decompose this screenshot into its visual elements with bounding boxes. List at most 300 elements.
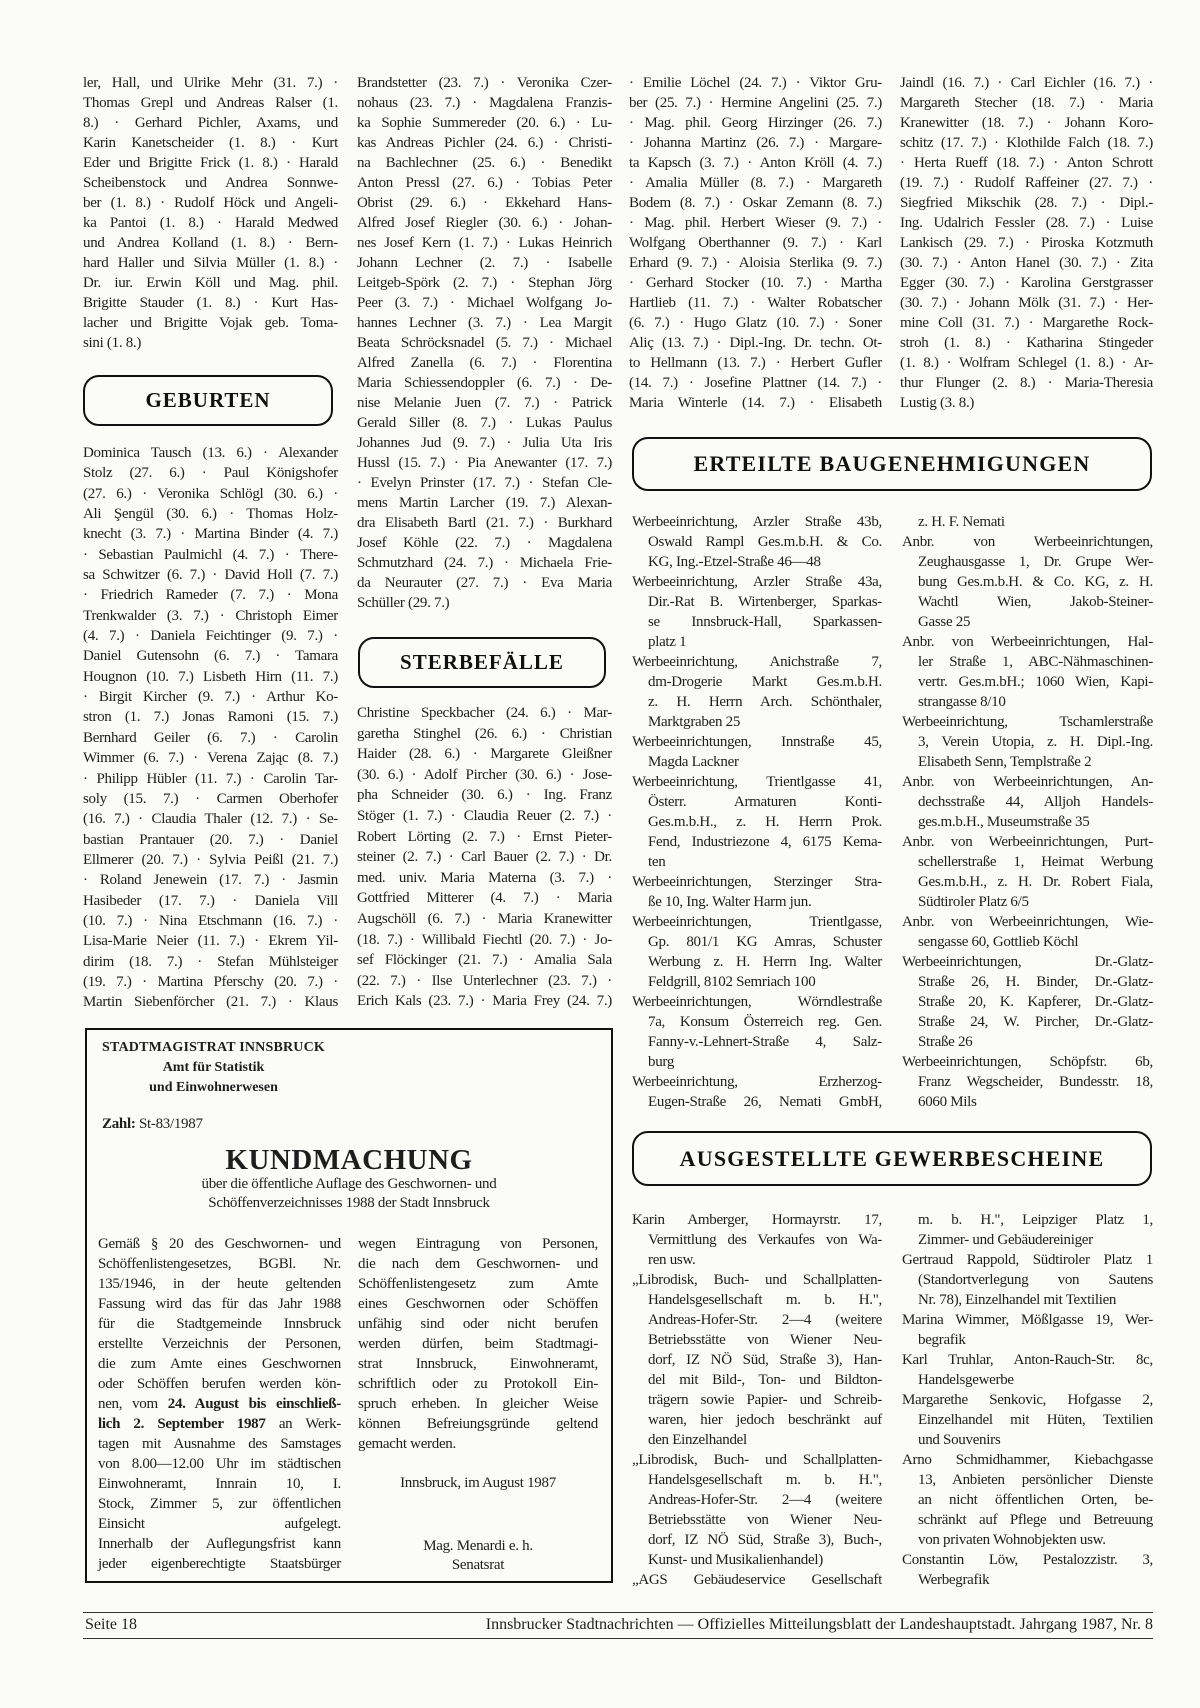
text-line: Alfred Josef Riegler (30. 6.) · Johan- bbox=[357, 215, 612, 231]
text-line: Erich Kals (23. 7.) · Maria Frey (24. 7.) bbox=[357, 993, 612, 1010]
text-line: Schüller (29. 7.) bbox=[357, 595, 450, 611]
text-line: Franz Wegscheider, Bundesstr. 18, bbox=[918, 1074, 1153, 1090]
text-line: Feldgrill, 8102 Semriach 100 bbox=[648, 974, 816, 990]
text-line: oder Schöffen berufen werden kön- bbox=[98, 1376, 341, 1392]
text-line: nise Melanie Juen (7. 7.) · Patrick bbox=[357, 395, 612, 411]
text-line: Wachtl Wien, Jakob-Steiner- bbox=[918, 594, 1153, 610]
text-line: Brigitte Stauder (1. 8.) · Kurt Has- bbox=[83, 295, 338, 311]
list-entry bbox=[632, 1450, 882, 1570]
text-line: und Souvenirs bbox=[918, 1432, 1001, 1448]
list-entry bbox=[902, 1550, 1153, 1590]
text-line: Werbeeinrichtung, Trientlgasse 41, bbox=[632, 774, 882, 790]
text-line: Andreas-Hofer-Str. 2—4 (weitere bbox=[648, 1312, 882, 1328]
list-entry bbox=[902, 632, 1153, 712]
text-line: Wimmer (6. 7.) · Verena Zając (8. 7.) bbox=[83, 750, 338, 767]
text-line: Siegfried Mikschik (28. 7.) · Dipl.- bbox=[900, 195, 1153, 211]
text-line: Anton Pressl (27. 6.) · Tobias Peter bbox=[357, 175, 612, 191]
text-line: Daniel Gutensohn (6. 7.) · Tamara bbox=[83, 648, 338, 665]
text-line: Stolz (27. 6.) · Paul Königshofer bbox=[83, 465, 338, 482]
text-line: Karl Truhlar, Anton-Rauch-Str. 8c, bbox=[902, 1352, 1153, 1368]
deaths-list-column-4 bbox=[900, 73, 1153, 413]
text-line: sef Flöckinger (21. 7.) · Amalia Sala bbox=[357, 952, 612, 969]
text-line: z. H. F. Nemati bbox=[918, 514, 1005, 530]
text-line: burg bbox=[648, 1054, 675, 1070]
text-line: · Roland Jenewein (17. 7.) · Jasmin bbox=[83, 872, 338, 889]
text-line: Margarethe Senkovic, Hofgasse 2, bbox=[902, 1392, 1153, 1408]
list-entry bbox=[632, 1210, 882, 1270]
text-line: (19. 7.) · Rudolf Raffeiner (27. 7.) · bbox=[900, 175, 1153, 191]
text-line: Ing. Udalrich Fessler (28. 7.) · Luise bbox=[900, 215, 1153, 231]
section-heading-deaths bbox=[358, 637, 606, 688]
text-line bbox=[98, 1394, 341, 1414]
text-line: hard Haller und Silvia Müller (1. 8.) · bbox=[83, 255, 338, 271]
text-line: · Herta Rueff (18. 7.) · Anton Schrott bbox=[900, 155, 1153, 171]
text-line: (4. 7.) · Daniela Feichtinger (9. 7.) · bbox=[83, 628, 338, 645]
text-line: Einzelhandel mit Hüten, Textilien bbox=[918, 1412, 1153, 1428]
text-line: steiner (2. 7.) · Carl Bauer (2. 7.) · Dr. bbox=[357, 849, 612, 866]
text-line: z. H. Herrn Arch. Schönthaler, bbox=[648, 694, 882, 710]
text-line: begrafik bbox=[918, 1332, 966, 1348]
text-line: Anbr. von Werbeeinrichtungen, Purt- bbox=[902, 834, 1153, 850]
text-line: (30. 6.) · Adolf Pircher (30. 6.) · Jose- bbox=[357, 766, 612, 783]
text-line: Vermittlung des Verkaufes von Wa- bbox=[648, 1232, 882, 1248]
text-line: Hussl (15. 7.) · Pia Anewanter (17. 7.) bbox=[357, 455, 612, 471]
text-line: Schöffenlistengesetz zum Amte bbox=[358, 1276, 598, 1292]
list-entry bbox=[902, 772, 1153, 832]
text-line: Werbeeinrichtung, Anichstraße 7, bbox=[632, 654, 882, 670]
list-entry bbox=[902, 1310, 1153, 1350]
text-line: nes Josef Kern (1. 7.) · Lukas Heinrich bbox=[357, 235, 612, 251]
text-line: Gemäß § 20 des Geschwornen- und bbox=[98, 1236, 341, 1252]
text-line: Johann Lechner (2. 7.) · Isabelle bbox=[357, 255, 612, 271]
text-line: Haider (28. 6.) · Margarete Gleißner bbox=[357, 746, 612, 763]
text-line: · Gerhard Stocker (10. 7.) · Martha bbox=[629, 275, 882, 291]
text-line: Karin Amberger, Hormayrstr. 17, bbox=[632, 1212, 882, 1228]
text-line: to Hellmann (13. 7.) · Herbert Gufler bbox=[629, 355, 882, 371]
text-line: Eugen-Straße 26, Nemati GmbH, bbox=[648, 1094, 882, 1110]
text-line: soly (15. 7.) · Carmen Oberhofer bbox=[83, 790, 338, 807]
list-entry bbox=[632, 512, 882, 572]
text-line: ber (25. 7.) · Hermine Angelini (25. 7.) bbox=[629, 95, 882, 111]
text-line: 13, Anbieten persönlicher Dienste bbox=[918, 1472, 1153, 1488]
text-line: schriftlich oder zu Protokoll Ein- bbox=[358, 1376, 598, 1392]
text-line: (Standortverlegung von Sautens bbox=[918, 1272, 1153, 1288]
text-line: (22. 7.) · Ilse Unterlechner (23. 7.) · bbox=[357, 972, 612, 989]
text-line: · Friedrich Rameder (7. 7.) · Mona bbox=[83, 587, 338, 604]
text-line: Werbeeinrichtungen, Trientlgasse, bbox=[632, 914, 882, 930]
notice-number-label: Zahl: bbox=[102, 1116, 136, 1132]
text-line: Südtiroler Platz 6/5 bbox=[918, 894, 1029, 910]
text-line: · Mag. phil. Georg Hirzinger (26. 7.) bbox=[629, 115, 882, 131]
text-line: Zeughausgasse 1, Dr. Grupe Wer- bbox=[918, 554, 1153, 570]
page-number: Seite 18 bbox=[85, 1616, 137, 1633]
text-line: Hougnon (10. 7.) Lisbeth Hirn (11. 7.) bbox=[83, 668, 338, 685]
text-line: (19. 7.) · Martina Pferschy (20. 7.) · bbox=[83, 973, 338, 990]
deaths-title: STERBEFÄLLE bbox=[400, 650, 564, 674]
trade-licenses-column-b bbox=[902, 1210, 1153, 1590]
text-line: Andreas-Hofer-Str. 2—4 (weitere bbox=[648, 1492, 882, 1508]
text-line: da Neurauter (27. 7.) · Eva Maria bbox=[357, 575, 612, 591]
text-line: med. univ. Maria Materna (3. 7.) · bbox=[357, 869, 612, 886]
text-line: sengasse 60, Gottlieb Köchl bbox=[918, 934, 1079, 950]
trade-licenses-title: AUSGESTELLTE GEWERBESCHEINE bbox=[679, 1145, 1105, 1171]
notice-place-date: Innsbruck, im August 1987 bbox=[400, 1475, 556, 1491]
notice-reference-number bbox=[102, 1116, 203, 1133]
text-line: „AGS Gebäudeservice Gesellschaft bbox=[632, 1572, 882, 1588]
text-line: Handelsgesellschaft m. b. H.", bbox=[648, 1472, 882, 1488]
text-line: m. b. H.", Leipziger Platz 1, bbox=[918, 1212, 1153, 1228]
list-entry bbox=[902, 1250, 1153, 1310]
notice-body-column-a bbox=[98, 1234, 341, 1574]
text-line bbox=[98, 1414, 341, 1434]
notice-signature bbox=[358, 1537, 598, 1575]
text-line: Werbeeinrichtungen, Dr.-Glatz- bbox=[902, 954, 1153, 970]
text-line: Beata Schröcksnadel (5. 7.) · Michael bbox=[357, 335, 612, 351]
text-line: die nach dem Geschwornen- und bbox=[358, 1256, 598, 1272]
text-line: · Birgit Kircher (9. 7.) · Arthur Ko- bbox=[83, 689, 338, 706]
text-line: · Amalia Müller (8. 7.) · Margareth bbox=[629, 175, 882, 191]
text-line: dorf, IZ NÖ Süd, Straße 3), Han- bbox=[648, 1352, 882, 1368]
text-line: Magda Lackner bbox=[648, 754, 739, 770]
text-line: Straße 24, W. Pircher, Dr.-Glatz- bbox=[918, 1014, 1153, 1030]
text-line: Aliç (13. 7.) · Dipl.-Ing. Dr. techn. Ot- bbox=[629, 335, 882, 351]
list-entry bbox=[902, 532, 1153, 632]
text-line: strat Innsbruck, Einwohneramt, bbox=[358, 1356, 598, 1372]
text-line: Egger (30. 7.) · Karolina Gerstgrasser bbox=[900, 275, 1153, 291]
text-line: ße 10, Ing. Walter Harm jun. bbox=[648, 894, 812, 910]
text-line: und Andrea Kolland (1. 8.) · Bern- bbox=[83, 235, 338, 251]
text-line: bastian Prantauer (20. 7.) · Daniel bbox=[83, 831, 338, 848]
text-line: thur Flunger (2. 8.) · Maria-Theresia bbox=[900, 375, 1153, 391]
text-line: Ellmerer (20. 7.) · Sylvia Peißl (21. 7.) bbox=[83, 851, 338, 868]
text-line: spruch erheben. In gleicher Weise bbox=[358, 1396, 598, 1412]
text-line: · Sebastian Paulmichl (4. 7.) · There- bbox=[83, 546, 338, 563]
deaths-list-column-2 bbox=[357, 703, 612, 1012]
text-line: lacher und Brigitte Vojak geb. Toma- bbox=[83, 315, 338, 331]
text-line: Fanny-v.-Lehnert-Straße 4, Salz- bbox=[648, 1034, 882, 1050]
text-line: ka Sophie Summereder (20. 6.) · Lu- bbox=[357, 115, 612, 131]
text-line: Stöger (1. 7.) · Claudia Reuer (2. 7.) · bbox=[357, 807, 612, 824]
text-line: platz 1 bbox=[648, 634, 687, 650]
text-line: Leitgeb-Spörk (2. 7.) · Stephan Jörg bbox=[357, 275, 612, 291]
text-line: Straße 20, K. Kapferer, Dr.-Glatz- bbox=[918, 994, 1153, 1010]
text-line: Marina Wimmer, Mößlgasse 19, Wer- bbox=[902, 1312, 1153, 1328]
text-line: jeder eigenberechtigte Staatsbürger bbox=[98, 1556, 341, 1572]
notice-signatory: Mag. Menardi e. h. bbox=[423, 1538, 533, 1554]
trade-licenses-column-a bbox=[632, 1210, 882, 1590]
text-line: erstellte Verzeichnis der Personen, bbox=[98, 1336, 341, 1352]
text-line: hannes Lechner (3. 7.) · Lea Margit bbox=[357, 315, 612, 331]
text-line: Ges.m.b.H., z. H. Herrn Prok. bbox=[648, 814, 882, 830]
text-line: Fassung wird das für das Jahr 1988 bbox=[98, 1296, 341, 1312]
text-line: Alfred Zanella (6. 7.) · Florentina bbox=[357, 355, 612, 371]
list-entry bbox=[902, 1350, 1153, 1390]
text-line: ten bbox=[648, 854, 666, 870]
text-line: ler Straße 1, ABC-Nähmaschinen- bbox=[918, 654, 1153, 670]
text-line: Werbeeinrichtung, Arzler Straße 43b, bbox=[632, 514, 882, 530]
text-line: knecht (3. 7.) · Martina Binder (4. 7.) bbox=[83, 526, 338, 543]
list-entry bbox=[902, 1450, 1153, 1550]
text-line: Ali Şengül (30. 6.) · Thomas Holz- bbox=[83, 506, 338, 523]
text-line: ka Pantoi (1. 8.) · Harald Medwed bbox=[83, 215, 338, 231]
text-line: Wolfgang Oberthanner (9. 7.) · Karl bbox=[629, 235, 882, 251]
text-line: „Librodisk, Buch- und Schallplatten- bbox=[632, 1452, 882, 1468]
list-entry bbox=[902, 1390, 1153, 1450]
text-line: Einsicht aufgelegt. bbox=[98, 1516, 341, 1532]
notice-authority: STADTMAGISTRAT INNSBRUCK bbox=[102, 1040, 326, 1055]
notice-subtitle-line-2: Schöffenverzeichnisses 1988 der Stadt Innsbruck bbox=[208, 1195, 490, 1211]
text-line: Maria Winterle (14. 7.) · Elisabeth bbox=[629, 395, 882, 411]
list-entry bbox=[632, 1570, 882, 1590]
text-line: · Philipp Hübler (11. 7.) · Carolin Tar- bbox=[83, 770, 338, 787]
text-line: waren, hier jedoch beschränkt auf bbox=[648, 1412, 882, 1428]
text-line: trägern sowie Papier- und Schreib- bbox=[648, 1392, 882, 1408]
deaths-list-column-3 bbox=[629, 73, 882, 413]
text-line: wegen Eintragung von Personen, bbox=[358, 1236, 598, 1252]
text-line: Ges.m.b.H., z. H. Dr. Robert Fiala, bbox=[918, 874, 1153, 890]
list-entry bbox=[902, 952, 1153, 1052]
text-line: dra Elisabeth Bartl (21. 7.) · Burkhard bbox=[357, 515, 612, 531]
text-line: eines Geschwornen oder Schöffen bbox=[358, 1296, 598, 1312]
text-line: Robert Lörting (2. 7.) · Ernst Pieter- bbox=[357, 828, 612, 845]
text-line: strangasse 8/10 bbox=[918, 694, 1006, 710]
text-line: 3, Verein Utopia, z. H. Dipl.-Ing. bbox=[918, 734, 1153, 750]
text-line: (6. 7.) · Hugo Glatz (10. 7.) · Soner bbox=[629, 315, 882, 331]
text-line: Bernhard Geiler (6. 7.) · Carolin bbox=[83, 729, 338, 746]
section-heading-building-permits bbox=[632, 437, 1152, 491]
text-line: unfähig sind oder nicht berufen bbox=[358, 1316, 598, 1332]
births-list-column-2 bbox=[357, 73, 612, 613]
text-line: Hartlieb (11. 7.) · Walter Robatscher bbox=[629, 295, 882, 311]
text-line: ta Kapsch (3. 7.) · Anton Kröll (4. 7.) bbox=[629, 155, 882, 171]
text-line: Stock, Zimmer 5, zur öffentlichen bbox=[98, 1496, 341, 1512]
list-entry bbox=[902, 1210, 1153, 1250]
text-line: Anbr. von Werbeeinrichtungen, Hal- bbox=[902, 634, 1153, 650]
text-line: die zum Amte eines Geschwornen bbox=[98, 1356, 341, 1372]
text-line: von privaten Wohnobjekten usw. bbox=[918, 1532, 1106, 1548]
text-line: Werbeeinrichtung, Erzherzog- bbox=[632, 1074, 882, 1090]
text-line: KG, Ing.-Etzel-Straße 46—48 bbox=[648, 554, 821, 570]
notice-signatory-title: Senatsrat bbox=[451, 1557, 505, 1573]
text-line: Anbr. von Werbeeinrichtungen, bbox=[902, 534, 1153, 550]
text-line: ber (1. 8.) · Rudolf Höck und Angeli- bbox=[83, 195, 338, 211]
text-line: (18. 7.) · Willibald Fiechtl (20. 7.) · Jo- bbox=[357, 931, 612, 948]
text-line: Kunst- und Musikalienhandel) bbox=[648, 1552, 823, 1568]
text-line: garetha Stinghel (26. 6.) · Christian bbox=[357, 725, 612, 742]
text-line: Gertraud Rappold, Südtiroler Platz 1 bbox=[902, 1252, 1153, 1268]
text-line: ges.m.b.H., Museumstraße 35 bbox=[918, 814, 1090, 830]
text-line: werden dürfen, beim Stadtmagi- bbox=[358, 1336, 598, 1352]
births-list-column-1 bbox=[83, 443, 338, 1013]
text-line: Peer (3. 7.) · Michael Wolfgang Jo- bbox=[357, 295, 612, 311]
text-line: Gp. 801/1 KG Amras, Schuster bbox=[648, 934, 882, 950]
text-line: Constantin Löw, Pestalozzistr. 3, bbox=[902, 1552, 1153, 1568]
publication-line: Innsbrucker Stadtnachrichten — Offizielles Mitteilungsblatt der Landeshauptstadt. Jahrgang 1987, Nr. 8 bbox=[485, 1616, 1153, 1633]
text-line: · Johanna Martinz (26. 7.) · Margare- bbox=[629, 135, 882, 151]
text-line: Hasibeder (17. 7.) · Daniela Vill bbox=[83, 892, 338, 909]
text-line: pha Schneider (30. 6.) · Ing. Franz bbox=[357, 787, 612, 804]
text-line: Anbr. von Werbeeinrichtungen, Wie- bbox=[902, 914, 1153, 930]
text-line: ler, Hall, und Ulrike Mehr (31. 7.) · bbox=[83, 75, 338, 91]
list-entry bbox=[632, 872, 882, 912]
building-permits-column-b bbox=[902, 512, 1153, 1112]
text-line: Schmutzhard (24. 7.) · Michaela Frie- bbox=[357, 555, 612, 571]
notice-title: KUNDMACHUNG bbox=[225, 1144, 473, 1176]
text-line: Josef Köhle (22. 7.) · Magdalena bbox=[357, 535, 612, 551]
notice-subtitle-line-1: über die öffentliche Auflage des Geschwornen- und bbox=[201, 1176, 497, 1192]
text-line: · Evelyn Prinster (17. 7.) · Stefan Cle- bbox=[357, 475, 612, 491]
text-line: dirim (18. 7.) · Stefan Mühlsteiger bbox=[83, 953, 338, 970]
text-line: Werbeeinrichtung, Tschamlerstraße bbox=[902, 714, 1153, 730]
text-line: Erhard (9. 7.) · Aloisia Sterlika (9. 7.) bbox=[629, 255, 882, 271]
list-entry bbox=[902, 832, 1153, 912]
list-entry bbox=[902, 512, 1153, 532]
text-line: Österr. Armaturen Konti- bbox=[648, 794, 882, 810]
notice-department-2: und Einwohnerwesen bbox=[149, 1080, 278, 1095]
text-line: kas Andreas Pichler (24. 6.) · Christi- bbox=[357, 135, 612, 151]
text-line: Straße 26, H. Binder, Dr.-Glatz- bbox=[918, 974, 1153, 990]
list-entry bbox=[902, 1052, 1153, 1112]
text-line: Gasse 25 bbox=[918, 614, 971, 630]
notice-body-column-b bbox=[358, 1234, 598, 1454]
text-line: Zimmer- und Gebäudereiniger bbox=[918, 1232, 1093, 1248]
text-line: Arno Schmidhammer, Kiebachgasse bbox=[902, 1452, 1153, 1468]
text-line: Brandstetter (23. 7.) · Veronika Czer- bbox=[357, 75, 612, 91]
text-line: Werbeeinrichtungen, Schöpfstr. 6b, bbox=[902, 1054, 1153, 1070]
list-entry bbox=[632, 1270, 882, 1450]
text-line: Dominica Tausch (13. 6.) · Alexander bbox=[83, 445, 338, 461]
text-line: ren usw. bbox=[648, 1252, 696, 1268]
text-line: 7a, Konsum Österreich reg. Gen. bbox=[648, 1014, 882, 1030]
text-line: dechsstraße 44, Alljoh Handels- bbox=[918, 794, 1153, 810]
text-line: Eder und Brigitte Frick (1. 8.) · Harald bbox=[83, 155, 338, 171]
text-line: nohaus (23. 7.) · Magdalena Franzis- bbox=[357, 95, 612, 111]
text-line: Betriebsstätte von Wiener Neu- bbox=[648, 1332, 882, 1348]
text-line: Thomas Grepl und Andreas Ralser (1. bbox=[83, 95, 338, 111]
text-line: 135/1946, in der heute geltenden bbox=[98, 1276, 341, 1292]
text-line: Werbegrafik bbox=[918, 1572, 990, 1588]
text-line: an nicht öffentlichen Orten, be- bbox=[918, 1492, 1153, 1508]
text-line: Martin Siebenförcher (21. 7.) · Klaus bbox=[83, 994, 338, 1011]
text-line: Scheibenstock und Andrea Sonnwe- bbox=[83, 175, 338, 191]
text-line: Dr. iur. Erwin Köll und Mag. phil. bbox=[83, 275, 338, 291]
text-line: · Emilie Löchel (24. 7.) · Viktor Gru- bbox=[629, 75, 882, 91]
text-line: schränkt auf Pflege und Betreuung bbox=[918, 1512, 1153, 1528]
text-line: Lustig (3. 8.) bbox=[900, 395, 975, 411]
text-line: Betriebsstätte von Wiener Neu- bbox=[648, 1512, 882, 1528]
text-line: Augschöll (6. 7.) · Maria Kranewitter bbox=[357, 910, 612, 927]
text-line: Handelsgesellschaft m. b. H.", bbox=[648, 1292, 882, 1308]
public-notice-box bbox=[85, 1028, 613, 1583]
text-line: mine Coll (31. 7.) · Margarethe Rock- bbox=[900, 315, 1153, 331]
text-line: se Innsbruck-Hall, Sparkassen- bbox=[648, 614, 882, 630]
section-heading-trade-licenses bbox=[632, 1131, 1152, 1186]
text-line: (30. 7.) · Anton Hanel (30. 7.) · Zita bbox=[900, 255, 1153, 271]
text-line: Oswald Rampl Ges.m.b.H. & Co. bbox=[648, 534, 882, 550]
text-line: Innerhalb der Auflegungsfrist kann bbox=[98, 1536, 341, 1552]
text-line: von 8.00—12.00 Uhr im städtischen bbox=[98, 1456, 341, 1472]
text-line: del mit Bild-, Ton- und Bildton- bbox=[648, 1372, 882, 1388]
text-line: bung Ges.m.b.H. & Co. KG, z. H. bbox=[918, 574, 1153, 590]
list-entry bbox=[632, 652, 882, 732]
text-line: Jaindl (16. 7.) · Carl Eichler (16. 7.) · bbox=[900, 75, 1153, 91]
footer-bottom-rule bbox=[83, 1638, 1153, 1639]
text-line: sa Schwitzer (6. 7.) · David Holl (7. 7.) bbox=[83, 567, 338, 584]
text-line: Anbr. von Werbeeinrichtungen, An- bbox=[902, 774, 1153, 790]
text-line: Dir.-Rat B. Wirtenberger, Sparkas- bbox=[648, 594, 882, 610]
text-line: Schöffenlistengesetzes, BGBl. Nr. bbox=[98, 1256, 341, 1272]
list-entry bbox=[632, 732, 882, 772]
text-line: Lankisch (29. 7.) · Piroska Kotzmuth bbox=[900, 235, 1153, 251]
text-line: Werbeeinrichtung, Arzler Straße 43a, bbox=[632, 574, 882, 590]
list-entry bbox=[632, 772, 882, 872]
text-line: (27. 6.) · Veronika Schlögl (30. 6.) · bbox=[83, 485, 338, 502]
text-line: Straße 26 bbox=[918, 1034, 973, 1050]
list-entry bbox=[632, 992, 882, 1072]
text-line: schellerstraße 1, Heimat Werbung bbox=[918, 854, 1153, 870]
notice-header bbox=[102, 1038, 325, 1098]
section-heading-births bbox=[83, 375, 333, 426]
building-permits-title: ERTEILTE BAUGENEHMIGUNGEN bbox=[693, 451, 1091, 476]
list-entry bbox=[632, 572, 882, 652]
text-line: dorf, IZ NÖ Süd, Straße 3), Buch-, bbox=[648, 1532, 882, 1548]
text-segment: nen, vom bbox=[98, 1396, 168, 1412]
building-permits-column-a bbox=[632, 512, 882, 1112]
list-entry bbox=[902, 712, 1153, 772]
marriages-continued-text bbox=[83, 73, 338, 353]
text-line: dm-Drogerie Markt Ges.m.b.H. bbox=[648, 674, 882, 690]
text-line: Werbeeinrichtungen, Wörndlestraße bbox=[632, 994, 882, 1010]
text-line: (14. 7.) · Josefine Plattner (14. 7.) · bbox=[629, 375, 882, 391]
text-line: Nr. 78), Einzelhandel mit Textilien bbox=[918, 1292, 1117, 1308]
text-line: Johannes Jud (9. 7.) · Julia Uta Iris bbox=[357, 435, 612, 451]
bold-text: 24. August bis einschließ- bbox=[167, 1396, 341, 1412]
text-line: sini (1. 8.) bbox=[83, 335, 142, 351]
list-entry bbox=[902, 912, 1153, 952]
text-line: (30. 7.) · Johann Mölk (31. 7.) · Her- bbox=[900, 295, 1153, 311]
text-line: gemacht werden. bbox=[358, 1436, 456, 1452]
text-line: 6060 Mils bbox=[918, 1094, 977, 1110]
text-line: Maria Schiessendoppler (6. 7.) · De- bbox=[357, 375, 612, 391]
text-line: tagen mit Ausnahme des Samstages bbox=[98, 1436, 341, 1452]
text-line: Gerald Siller (8. 7.) · Lukas Paulus bbox=[357, 415, 612, 431]
text-line: den Einzelhandel bbox=[648, 1432, 747, 1448]
text-line: Werbeeinrichtungen, Innstraße 45, bbox=[632, 734, 882, 750]
notice-number-value: St-83/1987 bbox=[138, 1116, 203, 1132]
list-entry bbox=[632, 912, 882, 992]
text-line: Einwohneramt, Innrain 10, I. bbox=[98, 1476, 341, 1492]
bold-text: lich 2. September 1987 bbox=[98, 1416, 266, 1432]
text-line: (1. 8.) · Wolfram Schlegel (1. 8.) · Ar- bbox=[900, 355, 1153, 371]
text-line: Marktgraben 25 bbox=[648, 714, 741, 730]
text-line: „Librodisk, Buch- und Schallplatten- bbox=[632, 1272, 882, 1288]
text-line: Kranewitter (18. 7.) · Johann Koro- bbox=[900, 115, 1153, 131]
text-line: für die Stadtgemeinde Innsbruck bbox=[98, 1316, 341, 1332]
list-entry bbox=[632, 1072, 882, 1112]
text-line: vertr. Ges.m.bH.; 1060 Wien, Kapi- bbox=[918, 674, 1153, 690]
text-line: (10. 7.) · Nina Etschmann (16. 7.) · bbox=[83, 912, 338, 929]
text-line: können Befreiungsgründe geltend bbox=[358, 1416, 598, 1432]
text-line: Handelsgewerbe bbox=[918, 1372, 1014, 1388]
text-line: · Mag. phil. Herbert Wieser (9. 7.) · bbox=[629, 215, 882, 231]
text-line: na Bachlechner (25. 6.) · Benedikt bbox=[357, 155, 612, 171]
text-line: Margareth Stecher (18. 7.) · Maria bbox=[900, 95, 1153, 111]
text-line: (16. 7.) · Claudia Thaler (12. 7.) · Se- bbox=[83, 811, 338, 828]
notice-department-1: Amt für Statistik bbox=[162, 1060, 265, 1075]
text-line: Werbung z. H. Herrn Ing. Walter bbox=[648, 954, 882, 970]
text-line: Lisa-Marie Neier (11. 7.) · Ekrem Yil- bbox=[83, 933, 338, 950]
text-segment: an Werk- bbox=[265, 1416, 341, 1432]
